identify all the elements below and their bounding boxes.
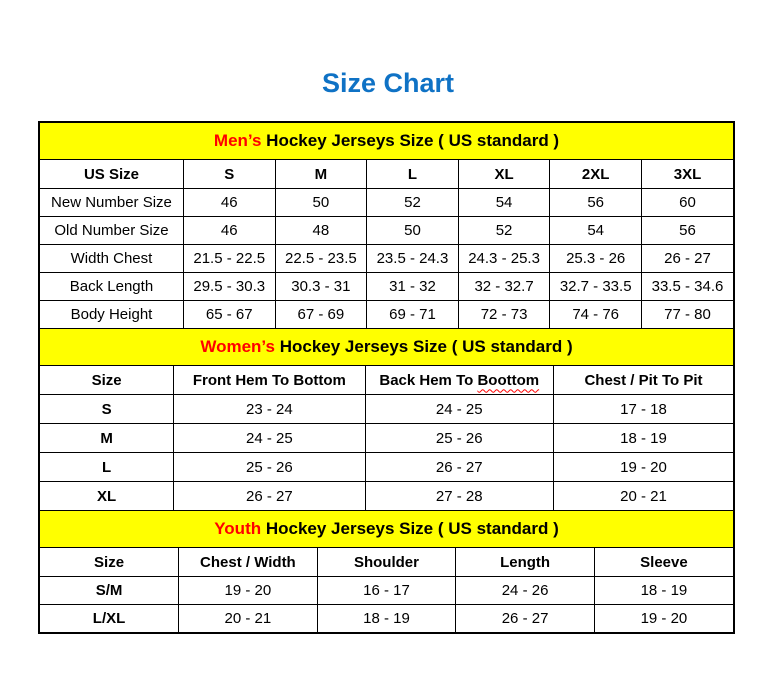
mens-col-header: US Size (40, 160, 183, 189)
youth-cell: 18 - 19 (317, 605, 456, 633)
table-row (40, 273, 733, 301)
mens-cell: 54 (458, 189, 550, 217)
youth-row-label: L/XL (40, 605, 179, 633)
mens-cell: 74 - 76 (550, 301, 642, 329)
mens-cell: 67 - 69 (275, 301, 367, 329)
mens-size-table (40, 160, 733, 328)
mens-cell: 60 (641, 189, 733, 217)
table-row (40, 217, 733, 245)
womens-col-header (365, 366, 553, 395)
mens-row-label: Body Height (40, 301, 183, 329)
mens-cell: 69 - 71 (367, 301, 459, 329)
womens-cell: 20 - 21 (553, 482, 733, 511)
youth-cell: 26 - 27 (456, 605, 595, 633)
mens-col-header: L (367, 160, 459, 189)
womens-row-label: M (40, 424, 174, 453)
mens-row-label: New Number Size (40, 189, 183, 217)
womens-banner-text: Hockey Jerseys Size ( US standard ) (274, 337, 573, 356)
mens-cell: 56 (641, 217, 733, 245)
table-row (40, 605, 733, 633)
table-row (40, 395, 733, 424)
womens-col-header-text: Back Hem To (379, 371, 478, 389)
mens-header-row (40, 160, 733, 189)
mens-col-header: M (275, 160, 367, 189)
womens-col-header: Front Hem To Bottom (174, 366, 365, 395)
womens-col-header: Size (40, 366, 174, 395)
youth-cell: 16 - 17 (317, 577, 456, 605)
youth-size-table (40, 548, 733, 632)
youth-cell: 19 - 20 (594, 605, 733, 633)
mens-cell: 72 - 73 (458, 301, 550, 329)
table-row (40, 424, 733, 453)
womens-section-banner (40, 328, 733, 366)
youth-cell: 19 - 20 (179, 577, 318, 605)
mens-cell: 50 (275, 189, 367, 217)
youth-cell: 20 - 21 (179, 605, 318, 633)
mens-banner-text: Hockey Jerseys Size ( US standard ) (261, 131, 560, 150)
youth-banner-text: Hockey Jerseys Size ( US standard ) (261, 519, 559, 538)
mens-col-header: XL (458, 160, 550, 189)
youth-banner-highlight: Youth (214, 519, 262, 538)
size-chart-table (38, 121, 735, 634)
mens-section-banner (40, 123, 733, 160)
mens-cell: 26 - 27 (641, 245, 733, 273)
mens-cell: 22.5 - 23.5 (275, 245, 367, 273)
misspelled-word: Boottom (477, 371, 540, 389)
page-title: Size Chart (321, 68, 455, 98)
womens-cell: 24 - 25 (174, 424, 365, 453)
mens-cell: 21.5 - 22.5 (183, 245, 275, 273)
table-row (40, 245, 733, 273)
womens-cell: 18 - 19 (553, 424, 733, 453)
mens-cell: 23.5 - 24.3 (367, 245, 459, 273)
womens-cell: 27 - 28 (365, 482, 553, 511)
youth-row-label: S/M (40, 577, 179, 605)
mens-cell: 32.7 - 33.5 (550, 273, 642, 301)
womens-cell: 24 - 25 (365, 395, 553, 424)
womens-cell: 25 - 26 (174, 453, 365, 482)
youth-section-banner (40, 510, 733, 548)
youth-col-header: Size (40, 548, 179, 577)
youth-cell: 18 - 19 (594, 577, 733, 605)
womens-col-header: Chest / Pit To Pit (553, 366, 733, 395)
mens-cell: 56 (550, 189, 642, 217)
mens-cell: 52 (367, 189, 459, 217)
mens-cell: 33.5 - 34.6 (641, 273, 733, 301)
mens-cell: 32 - 32.7 (458, 273, 550, 301)
womens-cell: 26 - 27 (174, 482, 365, 511)
womens-row-label: XL (40, 482, 174, 511)
mens-cell: 48 (275, 217, 367, 245)
womens-header-row (40, 366, 733, 395)
youth-col-header: Length (456, 548, 595, 577)
womens-banner-highlight: Women’s (200, 337, 275, 356)
mens-cell: 77 - 80 (641, 301, 733, 329)
mens-row-label: Width Chest (40, 245, 183, 273)
mens-cell: 24.3 - 25.3 (458, 245, 550, 273)
womens-row-label: S (40, 395, 174, 424)
mens-row-label: Old Number Size (40, 217, 183, 245)
mens-row-label: Back Length (40, 273, 183, 301)
table-row (40, 453, 733, 482)
mens-cell: 46 (183, 189, 275, 217)
youth-col-header: Chest / Width (179, 548, 318, 577)
mens-cell: 25.3 - 26 (550, 245, 642, 273)
womens-cell: 25 - 26 (365, 424, 553, 453)
table-row (40, 577, 733, 605)
mens-cell: 50 (367, 217, 459, 245)
table-row (40, 482, 733, 511)
womens-cell: 19 - 20 (553, 453, 733, 482)
youth-header-row (40, 548, 733, 577)
mens-col-header: 3XL (641, 160, 733, 189)
womens-row-label: L (40, 453, 174, 482)
table-row (40, 301, 733, 329)
youth-cell: 24 - 26 (456, 577, 595, 605)
mens-cell: 65 - 67 (183, 301, 275, 329)
mens-cell: 46 (183, 217, 275, 245)
table-row (40, 189, 733, 217)
mens-cell: 52 (458, 217, 550, 245)
mens-cell: 31 - 32 (367, 273, 459, 301)
mens-cell: 30.3 - 31 (275, 273, 367, 301)
youth-col-header: Sleeve (594, 548, 733, 577)
womens-cell: 17 - 18 (553, 395, 733, 424)
womens-cell: 26 - 27 (365, 453, 553, 482)
womens-size-table (40, 366, 733, 510)
mens-banner-highlight: Men’s (213, 131, 262, 150)
mens-col-header: 2XL (550, 160, 642, 189)
mens-cell: 29.5 - 30.3 (183, 273, 275, 301)
mens-cell: 54 (550, 217, 642, 245)
mens-col-header: S (183, 160, 275, 189)
youth-col-header: Shoulder (317, 548, 456, 577)
womens-cell: 23 - 24 (174, 395, 365, 424)
